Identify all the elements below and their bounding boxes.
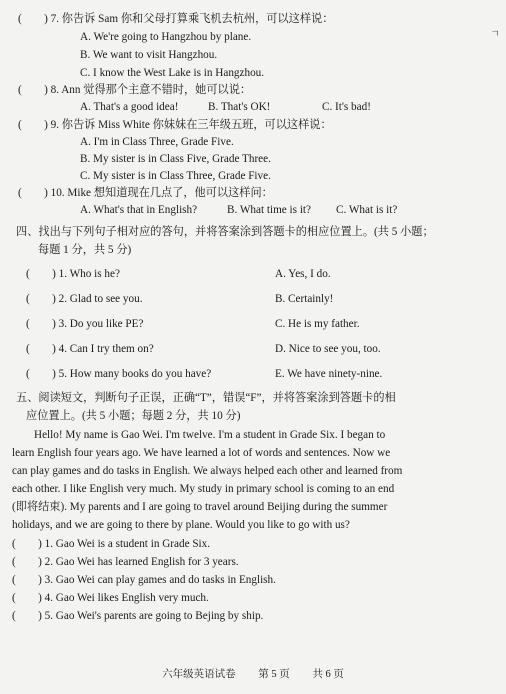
matching-question: ( ) 2. Glad to see you. [26,293,143,305]
q8-option-b: B. That's OK! [208,101,271,113]
matching-question: ( ) 5. How many books do you have? [26,368,212,380]
passage-line: learn English four years ago. We have learned a lot of words and sentences. Now we [12,447,391,459]
corner-mark: ㄱ [490,29,500,40]
q10-option-b: B. What time is it? [227,204,311,216]
q10-stem: ( ) 10. Mike 想知道现在几点了，他可以这样问： [18,187,273,199]
section4-title: 四、找出与下列句子相对应的答句，并将答案涂到答题卡的相应位置上。(共 5 小题； [16,226,434,238]
matching-question: ( ) 3. Do you like PE? [26,318,144,330]
true-false-item: ( ) 1. Gao Wei is a student in Grade Six. [12,538,211,550]
matching-answer: E. We have ninety-nine. [275,368,383,380]
matching-question: ( ) 1. Who is he? [26,268,120,280]
q10-option-a: A. What's that in English? [80,204,198,216]
matching-question: ( ) 4. Can I try them on? [26,343,154,355]
matching-answer: A. Yes, I do. [275,268,331,280]
page-footer [0,668,506,682]
section5-points: 应位置上。(共 5 小题；每题 2 分，共 10 分) [26,410,241,422]
q8-option-a: A. That's a good idea! [80,101,179,113]
page-number: 第 5 页 [258,669,290,680]
section4-points: 每题 1 分，共 5 分) [38,244,132,256]
page-total: 共 6 页 [312,669,344,680]
passage-line: each other. I like English very much. My study in primary school is coming to an end [12,483,395,495]
true-false-item: ( ) 4. Gao Wei likes English very much. [12,592,209,604]
q9-option-c: C. My sister is in Class Three, Grade Five. [80,170,271,182]
q9-option-a: A. I'm in Class Three, Grade Five. [80,136,234,148]
matching-answer: B. Certainly! [275,293,334,305]
q7-option-c: C. I know the West Lake is in Hangzhou. [80,67,265,79]
q8-stem: ( ) 8. Ann 觉得那个主意不错时，她可以说： [18,84,252,96]
q7-option-b: B. We want to visit Hangzhou. [80,49,218,61]
section5-title: 五、阅读短文，判断句子正误，正确“T”，错误“F”，并将答案涂到答题卡的相 [16,392,396,404]
matching-answer: D. Nice to see you, too. [275,343,381,355]
passage-line: can play games and do tasks in English. We always helped each other and learned from [12,465,403,477]
passage-line: holidays, and we are going to there by plane. Would you like to go with us? [12,519,350,531]
passage-line: (即将结束). My parents and I are going to travel around Beijing during the summer [12,501,388,513]
q10-option-c: C. What is it? [336,204,398,216]
q7-stem: ( ) 7. 你告诉 Sam 你和父母打算乘飞机去杭州，可以这样说： [18,13,334,25]
true-false-item: ( ) 2. Gao Wei has learned English for 3 years. [12,556,239,568]
true-false-item: ( ) 3. Gao Wei can play games and do tasks in English. [12,574,276,586]
true-false-item: ( ) 5. Gao Wei's parents are going to Bejing by ship. [12,610,264,622]
q7-option-a: A. We're going to Hangzhou by plane. [80,31,252,43]
q8-option-c: C. It's bad! [322,101,371,113]
q9-stem: ( ) 9. 你告诉 Miss White 你妹妹在三年级五班，可以这样说： [18,119,332,131]
q9-option-b: B. My sister is in Class Five, Grade Three. [80,153,271,165]
matching-answer: C. He is my father. [275,318,360,330]
exam-name: 六年级英语试卷 [162,669,236,680]
passage-line: Hello! My name is Gao Wei. I'm twelve. I'm a student in Grade Six. I began to [34,429,386,441]
